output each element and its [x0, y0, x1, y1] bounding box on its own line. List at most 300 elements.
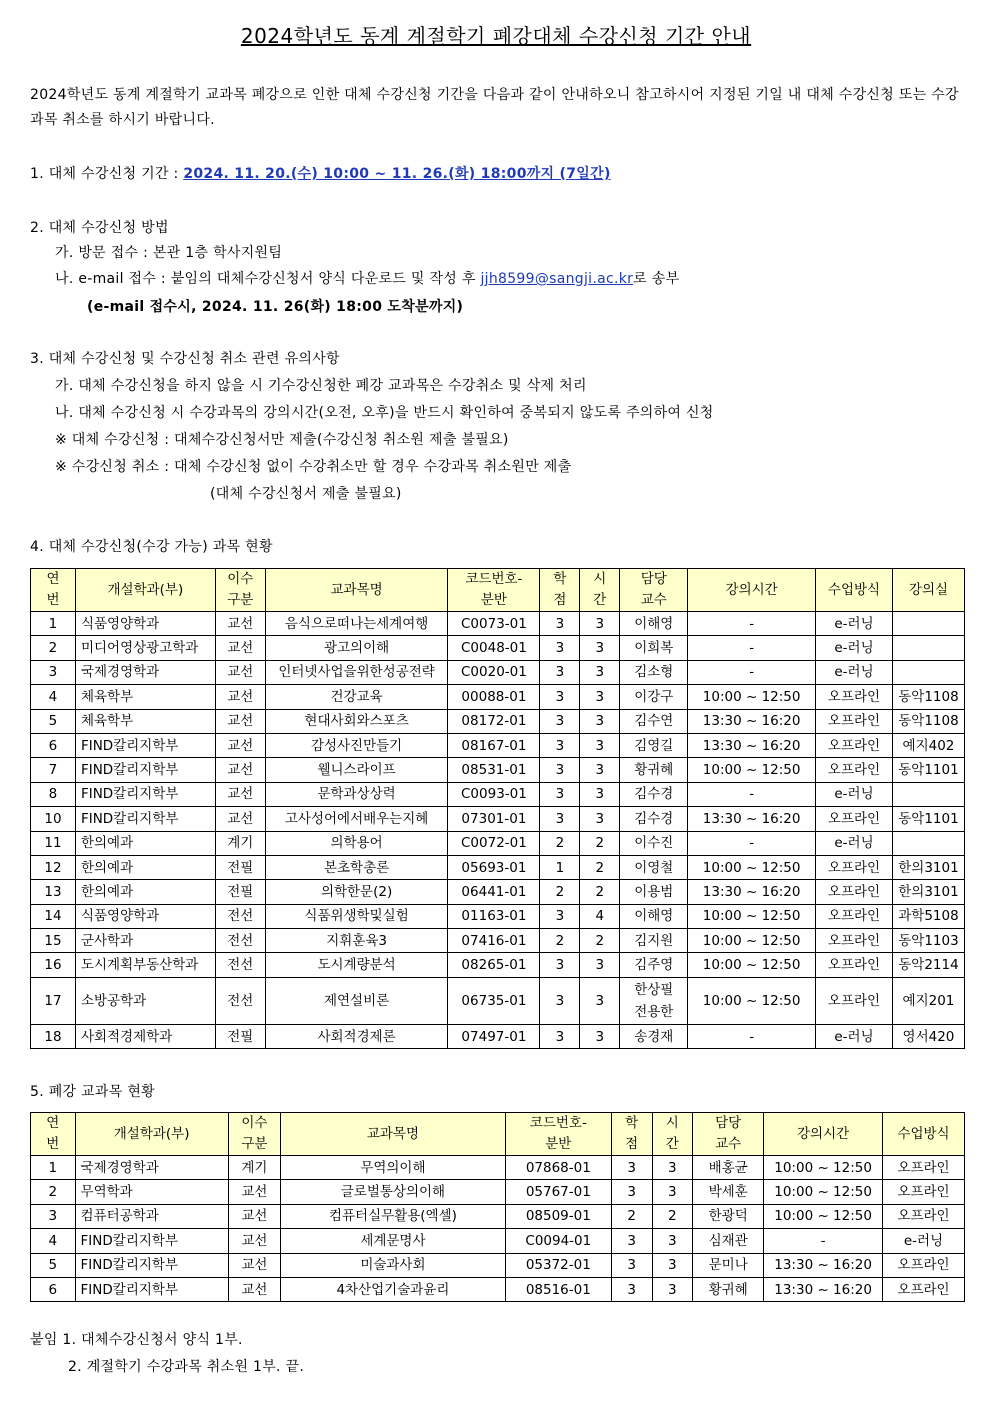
table-cell: 도시계획부동산학과: [75, 953, 215, 977]
column-header: 개설학과(부): [75, 1113, 228, 1156]
table-cell: 07868-01: [505, 1156, 611, 1180]
table-cell: 1: [31, 1156, 76, 1180]
table-cell: 3: [580, 758, 620, 782]
table-cell: -: [688, 612, 816, 636]
table-cell: 교선: [215, 807, 265, 831]
table-cell: 의학용어: [265, 831, 448, 855]
table-cell: 음식으로떠나는세계여행: [265, 612, 448, 636]
table-row: [31, 709, 965, 733]
table-cell: 김영길: [620, 733, 688, 757]
table-cell: 계기: [215, 831, 265, 855]
table-cell: e-러닝: [816, 636, 893, 660]
table-cell: 3: [540, 758, 580, 782]
column-header: 개설학과(부): [75, 569, 215, 612]
table-cell: -: [688, 660, 816, 684]
table-row: [31, 782, 965, 806]
table-cell: 고사성어에서배우는지혜: [265, 807, 448, 831]
table-cell: [892, 612, 964, 636]
table-cell: 무역학과: [75, 1180, 228, 1204]
table-cell: 07301-01: [448, 807, 540, 831]
table-cell: 3: [31, 660, 76, 684]
table-cell: 17: [31, 977, 76, 1024]
table-cell: 오프라인: [882, 1253, 964, 1277]
section-3-note-2: ※ 수강신청 취소 : 대체 수강신청 없이 수강취소만 할 경우 수강과목 취소원만 제출: [55, 459, 572, 475]
table-cell: 동악1103: [892, 929, 964, 953]
table-cell: 무역의이해: [281, 1156, 506, 1180]
table-cell: 소방공학과: [75, 977, 215, 1024]
table-row: [31, 685, 965, 709]
table-cell: 3: [540, 807, 580, 831]
column-header: 이수 구분: [215, 569, 265, 612]
table-cell: [892, 782, 964, 806]
table-cell: 전선: [215, 953, 265, 977]
section-3-item-a: 가. 대체 수강신청을 하지 않을 시 기수강신청한 폐강 교과목은 수강취소 및 삭제 처리: [55, 378, 587, 394]
table-cell: 교선: [228, 1204, 280, 1228]
table-cell: 10:00 ~ 12:50: [688, 904, 816, 928]
table-cell: 예지201: [892, 977, 964, 1024]
table-cell: 2: [580, 880, 620, 904]
table-cell: 10:00 ~ 12:50: [764, 1156, 883, 1180]
column-header: 담당 교수: [693, 1113, 764, 1156]
table-cell: 2: [31, 1180, 76, 1204]
table-row: [31, 904, 965, 928]
table-cell: 06735-01: [448, 977, 540, 1024]
table-cell: 2: [540, 831, 580, 855]
column-header: 담당 교수: [620, 569, 688, 612]
table-cell: 교선: [215, 636, 265, 660]
table-cell: 3: [540, 660, 580, 684]
table-cell: 3: [611, 1156, 652, 1180]
table-cell: 지휘훈육3: [265, 929, 448, 953]
table-cell: 3: [652, 1277, 693, 1301]
table-row: [31, 1156, 965, 1180]
table-cell: C0048-01: [448, 636, 540, 660]
table-cell: 11: [31, 831, 76, 855]
table-cell: 3: [540, 733, 580, 757]
table-cell: 3: [540, 1024, 580, 1048]
table-cell: 00088-01: [448, 685, 540, 709]
table-cell: 2: [611, 1204, 652, 1228]
table-cell: 한의예과: [75, 880, 215, 904]
table-cell: 05693-01: [448, 855, 540, 879]
table-cell: 13:30 ~ 16:20: [688, 709, 816, 733]
table-cell: 교선: [215, 758, 265, 782]
table-cell: 2: [580, 831, 620, 855]
table-cell: 전선: [215, 929, 265, 953]
table-cell: 군사학과: [75, 929, 215, 953]
table-cell: 계기: [228, 1156, 280, 1180]
table-cell: 이강구: [620, 685, 688, 709]
column-header: 교과목명: [265, 569, 448, 612]
table-row: [31, 758, 965, 782]
table-cell: 3: [580, 1024, 620, 1048]
table-cell: 10:00 ~ 12:50: [688, 855, 816, 879]
table-cell: 오프라인: [816, 807, 893, 831]
table-cell: 10: [31, 807, 76, 831]
table-cell: 5: [31, 1253, 76, 1277]
table-cell: 김수경: [620, 807, 688, 831]
table-cell: 오프라인: [816, 977, 893, 1024]
table-cell: 3: [580, 709, 620, 733]
table-cell: 3: [540, 782, 580, 806]
table-cell: 13:30 ~ 16:20: [764, 1253, 883, 1277]
table-cell: e-러닝: [816, 782, 893, 806]
table-cell: 인터넷사업을위한성공전략: [265, 660, 448, 684]
table-cell: FIND칼리지학부: [75, 1229, 228, 1253]
table-cell: 체육학부: [75, 685, 215, 709]
table-cell: 13: [31, 880, 76, 904]
table-cell: 10:00 ~ 12:50: [688, 929, 816, 953]
table-cell: 황귀혜: [620, 758, 688, 782]
table-cell: -: [688, 831, 816, 855]
table-cell: 한의3101: [892, 855, 964, 879]
table-cell: 08265-01: [448, 953, 540, 977]
header-row: [31, 569, 965, 612]
period-value: 2024. 11. 20.(수) 10:00 ~ 11. 26.(화) 18:00까지 (7일간): [183, 166, 611, 182]
table-cell: 05372-01: [505, 1253, 611, 1277]
table-cell: 이용범: [620, 880, 688, 904]
table-cell: 16: [31, 953, 76, 977]
table-cell: 김수연: [620, 709, 688, 733]
table-cell: 3: [580, 977, 620, 1024]
column-header: 시 간: [652, 1113, 693, 1156]
table-row: [31, 1204, 965, 1228]
table-cell: 전필: [215, 1024, 265, 1048]
table-cell: 13:30 ~ 16:20: [764, 1277, 883, 1301]
table-row: [31, 855, 965, 879]
section-5-heading: 5. 폐강 교과목 현황: [30, 1084, 155, 1100]
column-header: 시 간: [580, 569, 620, 612]
table-cell: 2: [580, 855, 620, 879]
table-cell: 오프라인: [816, 685, 893, 709]
section-3-item-b: 나. 대체 수강신청 시 수강과목의 강의시간(오전, 오후)을 반드시 확인하여 중복되지 않도록 주의하여 신청: [55, 405, 714, 421]
table-cell: 2: [540, 880, 580, 904]
table-cell: 이수진: [620, 831, 688, 855]
table-cell: [892, 636, 964, 660]
table-cell: 도시계량분석: [265, 953, 448, 977]
attachment-2: 2. 계절학기 수강과목 취소원 1부. 끝.: [68, 1359, 305, 1375]
table-cell: 3: [540, 953, 580, 977]
table-cell: 01163-01: [448, 904, 540, 928]
table-cell: C0094-01: [505, 1229, 611, 1253]
column-header: 연 번: [31, 569, 76, 612]
table-cell: 컴퓨터공학과: [75, 1204, 228, 1228]
table-cell: 오프라인: [816, 855, 893, 879]
table-cell: FIND칼리지학부: [75, 758, 215, 782]
table-cell: 세계문명사: [281, 1229, 506, 1253]
table-cell: 국제경영학과: [75, 660, 215, 684]
intro-paragraph: 2024학년도 동계 계절학기 교과목 폐강으로 인한 대체 수강신청 기간을 다음과 같이 안내하오니 참고하시어 지정된 기일 내 대체 수강신청 또는 수강과목 취소를 하시기 바랍니다.: [30, 87, 959, 128]
table-cell: 동악2114: [892, 953, 964, 977]
table-row: [31, 1180, 965, 1204]
table-cell: 동악1101: [892, 758, 964, 782]
table-cell: 3: [611, 1253, 652, 1277]
table-cell: FIND칼리지학부: [75, 807, 215, 831]
table-row: [31, 1277, 965, 1301]
column-header: 수업방식: [816, 569, 893, 612]
table-cell: 오프라인: [882, 1204, 964, 1228]
table-cell: e-러닝: [816, 831, 893, 855]
column-header: 이수 구분: [228, 1113, 280, 1156]
table-cell: C0072-01: [448, 831, 540, 855]
table-cell: 오프라인: [816, 709, 893, 733]
table-cell: 18: [31, 1024, 76, 1048]
table-cell: 3: [580, 782, 620, 806]
table-cell: 식품영양학과: [75, 904, 215, 928]
table-cell: 교선: [228, 1253, 280, 1277]
table-cell: 3: [652, 1180, 693, 1204]
table-cell: 문미나: [693, 1253, 764, 1277]
replacement-courses-table: [30, 568, 965, 1049]
table-cell: 3: [540, 636, 580, 660]
table-cell: 오프라인: [816, 758, 893, 782]
table-cell: 08516-01: [505, 1277, 611, 1301]
table-cell: 배홍균: [693, 1156, 764, 1180]
column-header: 학 점: [611, 1113, 652, 1156]
table-cell: 3: [540, 612, 580, 636]
table-cell: 08172-01: [448, 709, 540, 733]
table-cell: 10:00 ~ 12:50: [688, 977, 816, 1024]
table-cell: 08167-01: [448, 733, 540, 757]
table-cell: 3: [540, 709, 580, 733]
table-cell: 송경재: [620, 1024, 688, 1048]
table-cell: 3: [580, 660, 620, 684]
table-cell: -: [688, 636, 816, 660]
table-row: [31, 1024, 965, 1048]
table-cell: e-러닝: [816, 660, 893, 684]
table-cell: 15: [31, 929, 76, 953]
table-cell: 문학과상상력: [265, 782, 448, 806]
table-cell: 미디어영상광고학과: [75, 636, 215, 660]
table-cell: e-러닝: [882, 1229, 964, 1253]
table-cell: -: [688, 782, 816, 806]
table-cell: 박세훈: [693, 1180, 764, 1204]
table-cell: 07497-01: [448, 1024, 540, 1048]
section-3-note-2-sub: (대체 수강신청서 제출 불필요): [210, 486, 402, 502]
table-cell: 김소형: [620, 660, 688, 684]
section-2-heading: 2. 대체 수강신청 방법: [30, 220, 169, 236]
table-cell: 13:30 ~ 16:20: [688, 807, 816, 831]
email-method-text: 나. e-mail 접수 : 붙임의 대체수강신청서 양식 다운로드 및 작성 후: [55, 271, 481, 287]
table-cell: 10:00 ~ 12:50: [764, 1204, 883, 1228]
table-cell: 오프라인: [816, 733, 893, 757]
table-cell: 4: [31, 1229, 76, 1253]
column-header: 강의시간: [764, 1113, 883, 1156]
table-cell: 06441-01: [448, 880, 540, 904]
table-cell: 교선: [228, 1229, 280, 1253]
table-cell: e-러닝: [816, 1024, 893, 1048]
email-method-suffix: 로 송부: [633, 271, 680, 287]
table-cell: 한의3101: [892, 880, 964, 904]
table-cell: 건강교육: [265, 685, 448, 709]
table-cell: 김수경: [620, 782, 688, 806]
table-cell: 교선: [228, 1277, 280, 1301]
table-cell: 2: [540, 929, 580, 953]
table-cell: 3: [652, 1156, 693, 1180]
table-cell: 10:00 ~ 12:50: [764, 1180, 883, 1204]
column-header: 강의시간: [688, 569, 816, 612]
table-cell: C0020-01: [448, 660, 540, 684]
table-row: [31, 880, 965, 904]
table-cell: 4: [31, 685, 76, 709]
table-cell: 교선: [215, 685, 265, 709]
table-cell: C0093-01: [448, 782, 540, 806]
table-cell: 14: [31, 904, 76, 928]
table-cell: 전선: [215, 977, 265, 1024]
section-3-note-1: ※ 대체 수강신청 : 대체수강신청서만 제출(수강신청 취소원 제출 불필요): [55, 432, 509, 448]
table-cell: 한의예과: [75, 831, 215, 855]
table-cell: 본초학총론: [265, 855, 448, 879]
table-cell: 3: [31, 1204, 76, 1228]
table-cell: 08509-01: [505, 1204, 611, 1228]
table-cell: 과학5108: [892, 904, 964, 928]
table-cell: 3: [580, 807, 620, 831]
table-cell: 3: [611, 1180, 652, 1204]
table-cell: -: [764, 1229, 883, 1253]
cancelled-courses-table: [30, 1112, 965, 1302]
table-cell: 오프라인: [882, 1180, 964, 1204]
table-cell: 의학한문(2): [265, 880, 448, 904]
table-cell: 광고의이해: [265, 636, 448, 660]
table-cell: -: [688, 1024, 816, 1048]
table-row: [31, 1229, 965, 1253]
table-cell: 3: [540, 977, 580, 1024]
table-cell: 오프라인: [882, 1156, 964, 1180]
table-cell: 2: [652, 1204, 693, 1228]
table-cell: 황귀혜: [693, 1277, 764, 1301]
table-cell: e-러닝: [816, 612, 893, 636]
table-cell: 3: [580, 612, 620, 636]
section-2-item-b: [55, 267, 992, 292]
table-cell: 체육학부: [75, 709, 215, 733]
table-cell: 3: [652, 1229, 693, 1253]
table-row: [31, 660, 965, 684]
table-cell: 이희복: [620, 636, 688, 660]
table-cell: 07416-01: [448, 929, 540, 953]
table-row: [31, 1253, 965, 1277]
table-cell: 교선: [215, 709, 265, 733]
table-cell: 6: [31, 733, 76, 757]
table-cell: C0073-01: [448, 612, 540, 636]
table-cell: 2: [31, 636, 76, 660]
table-row: [31, 807, 965, 831]
table-cell: FIND칼리지학부: [75, 782, 215, 806]
table-cell: [892, 831, 964, 855]
table-cell: 전선: [215, 904, 265, 928]
table-cell: 교선: [215, 612, 265, 636]
table-cell: 이해영: [620, 904, 688, 928]
table-row: [31, 977, 965, 1024]
table-row: [31, 636, 965, 660]
table-cell: 오프라인: [816, 929, 893, 953]
table-cell: 3: [611, 1229, 652, 1253]
table-cell: 교선: [215, 733, 265, 757]
table-cell: 사회적경제론: [265, 1024, 448, 1048]
table-cell: 식품영양학과: [75, 612, 215, 636]
table-cell: 오프라인: [882, 1277, 964, 1301]
table-cell: 교선: [228, 1180, 280, 1204]
table-cell: 동악1108: [892, 709, 964, 733]
table-cell: 13:30 ~ 16:20: [688, 880, 816, 904]
table-cell: 3: [611, 1277, 652, 1301]
table-cell: 2: [580, 929, 620, 953]
table-cell: 05767-01: [505, 1180, 611, 1204]
table-cell: 4: [580, 904, 620, 928]
table-cell: 10:00 ~ 12:50: [688, 758, 816, 782]
table-cell: 4차산업기술과윤리: [281, 1277, 506, 1301]
section-1-period: [30, 162, 970, 187]
table-cell: 한의예과: [75, 855, 215, 879]
table-cell: 오프라인: [816, 880, 893, 904]
table-cell: 동악1101: [892, 807, 964, 831]
table-cell: FIND칼리지학부: [75, 733, 215, 757]
table-cell: 미술과사회: [281, 1253, 506, 1277]
table-cell: 현대사회와스포츠: [265, 709, 448, 733]
table-cell: 13:30 ~ 16:20: [688, 733, 816, 757]
table-cell: 글로벌통상의이해: [281, 1180, 506, 1204]
table-cell: 08531-01: [448, 758, 540, 782]
table-cell: FIND칼리지학부: [75, 1253, 228, 1277]
table-cell: 웰니스라이프: [265, 758, 448, 782]
table-cell: [892, 660, 964, 684]
table-cell: 한광덕: [693, 1204, 764, 1228]
table-cell: 김주영: [620, 953, 688, 977]
table-cell: 7: [31, 758, 76, 782]
table-cell: 컴퓨터실무활용(엑셀): [281, 1204, 506, 1228]
table-cell: 이해영: [620, 612, 688, 636]
table-cell: 전필: [215, 880, 265, 904]
table-cell: 예지402: [892, 733, 964, 757]
table-cell: 사회적경제학과: [75, 1024, 215, 1048]
table-row: [31, 929, 965, 953]
table-cell: 교선: [215, 782, 265, 806]
table-row: [31, 953, 965, 977]
table-cell: 이영철: [620, 855, 688, 879]
table-row: [31, 733, 965, 757]
table-cell: 3: [652, 1253, 693, 1277]
email-deadline-note: (e-mail 접수시, 2024. 11. 26(화) 18:00 도착분까지): [87, 299, 464, 315]
table-cell: 6: [31, 1277, 76, 1301]
attachment-1: 붙임 1. 대체수강신청서 양식 1부.: [30, 1332, 243, 1348]
table-cell: 김지원: [620, 929, 688, 953]
table-cell: 3: [580, 685, 620, 709]
column-header: 교과목명: [281, 1113, 506, 1156]
column-header: 연 번: [31, 1113, 76, 1156]
section-2-item-a: 가. 방문 접수 : 본관 1층 학사지원팀: [55, 245, 283, 261]
column-header: 코드번호- 분반: [505, 1113, 611, 1156]
table-cell: 교선: [215, 660, 265, 684]
table-cell: 3: [580, 953, 620, 977]
column-header: 수업방식: [882, 1113, 964, 1156]
table-cell: 5: [31, 709, 76, 733]
table-cell: 3: [580, 733, 620, 757]
table-cell: 3: [540, 685, 580, 709]
table-cell: 오프라인: [816, 904, 893, 928]
table-cell: 감성사진만들기: [265, 733, 448, 757]
page-title: 2024학년도 동계 계절학기 폐강대체 수강신청 기간 안내: [240, 24, 752, 48]
email-link[interactable]: jjh8599@sangji.ac.kr: [480, 271, 634, 287]
section-3-heading: 3. 대체 수강신청 및 수강신청 취소 관련 유의사항: [30, 351, 340, 367]
table-cell: 동악1108: [892, 685, 964, 709]
table-cell: 1: [31, 612, 76, 636]
table-cell: 12: [31, 855, 76, 879]
period-label: 1. 대체 수강신청 기간 :: [30, 166, 184, 182]
table-cell: 심재관: [693, 1229, 764, 1253]
table-cell: 1: [540, 855, 580, 879]
column-header: 코드번호- 분반: [448, 569, 540, 612]
table-row: [31, 612, 965, 636]
section-4-heading: 4. 대체 수강신청(수강 가능) 과목 현황: [30, 539, 273, 555]
